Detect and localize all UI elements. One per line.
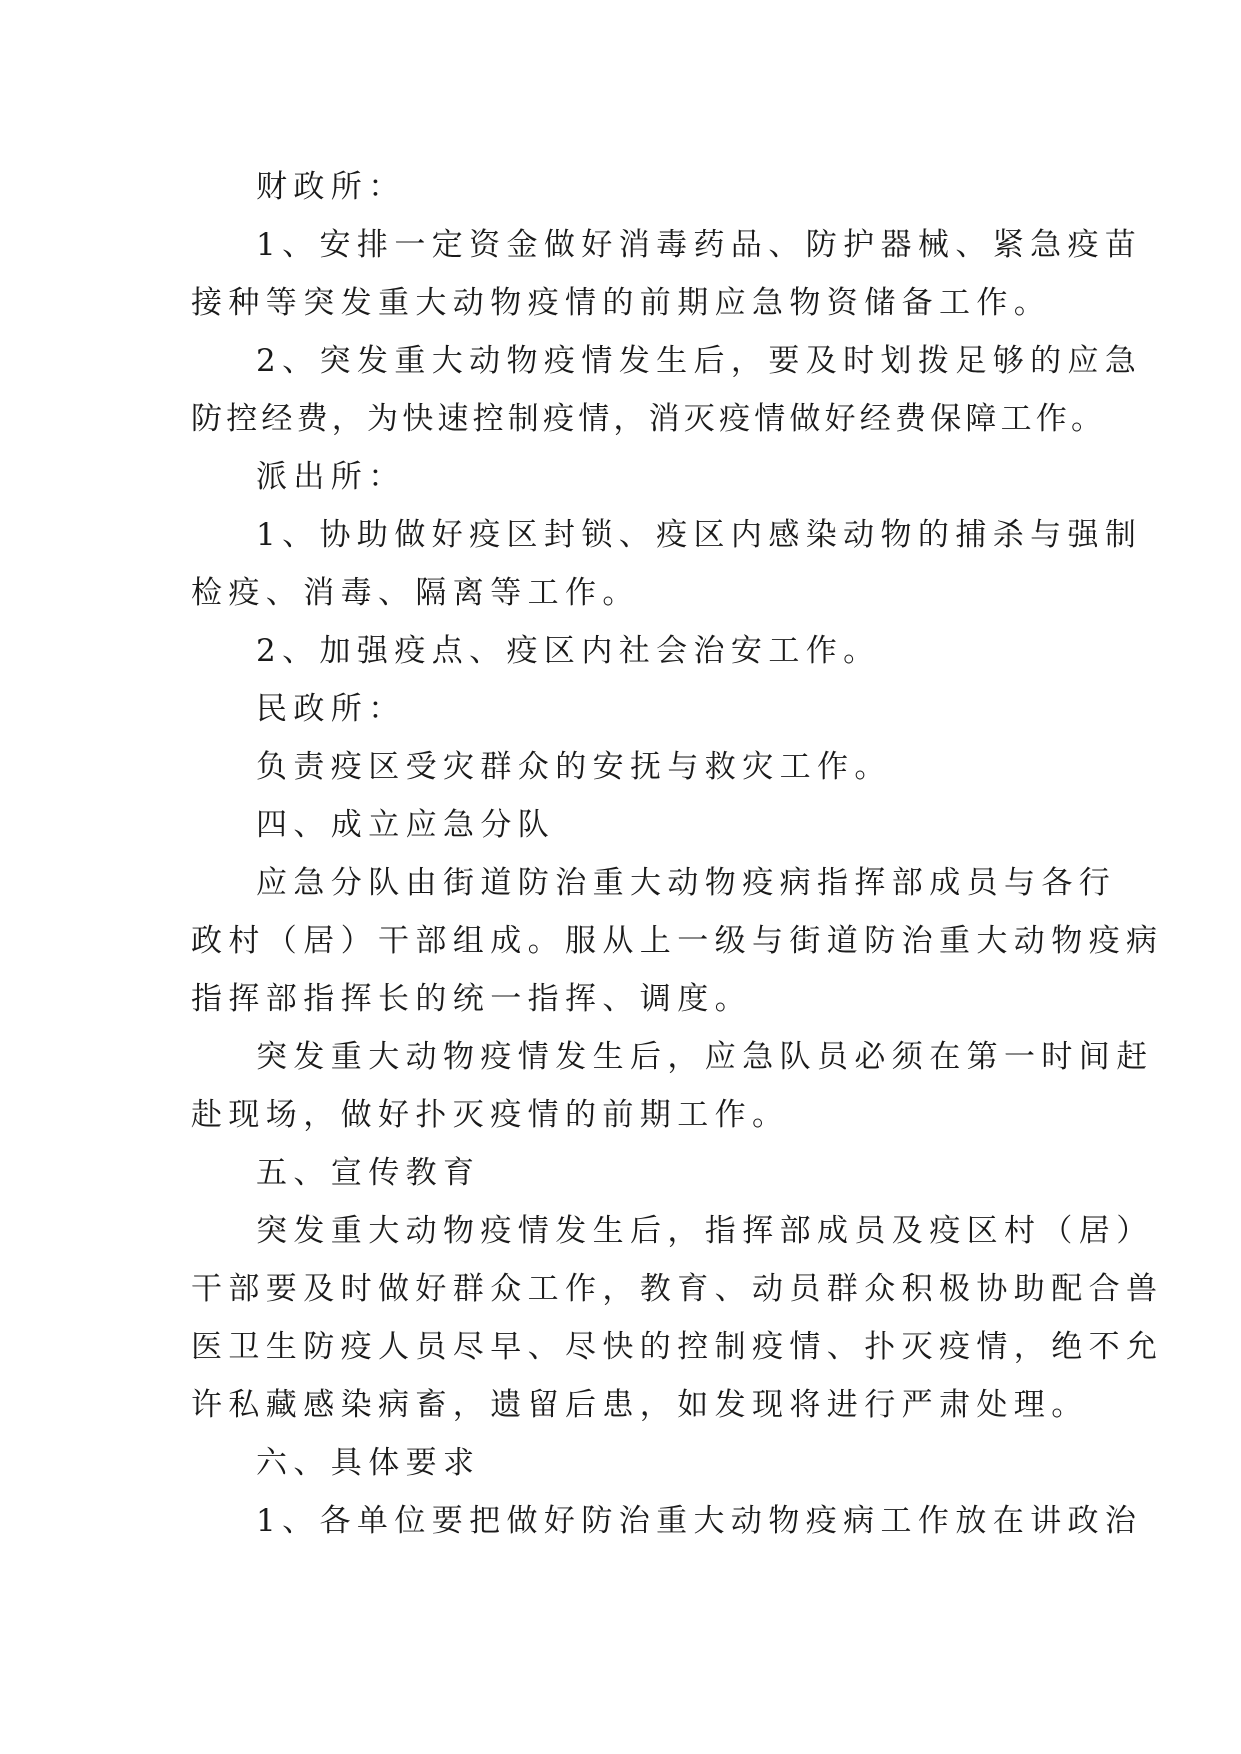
section-heading-6: 六、具体要求 <box>256 1445 481 1481</box>
paragraph-line: 指挥部指挥长的统一指挥、调度。 <box>191 981 752 1017</box>
paragraph-line: 突发重大动物疫情发生后，应急队员必须在第一时间赶 <box>256 1039 1154 1075</box>
heading-police-station: 派出所： <box>256 459 406 495</box>
paragraph-line: 1、安排一定资金做好消毒药品、防护器械、紧急疫苗 <box>256 227 1143 263</box>
paragraph-line: 接种等突发重大动物疫情的前期应急物资储备工作。 <box>191 285 1052 321</box>
paragraph-line: 突发重大动物疫情发生后，指挥部成员及疫区村（居） <box>256 1213 1154 1249</box>
paragraph-line: 干部要及时做好群众工作，教育、动员群众积极协助配合兽 <box>191 1271 1164 1307</box>
paragraph-line: 负责疫区受灾群众的安抚与救灾工作。 <box>256 749 892 785</box>
heading-finance-office: 财政所： <box>256 169 406 205</box>
paragraph-line: 应急分队由街道防治重大动物疫病指挥部成员与各行 <box>256 865 1117 901</box>
paragraph-line: 检疫、消毒、隔离等工作。 <box>191 575 640 611</box>
paragraph-line: 医卫生防疫人员尽早、尽快的控制疫情、扑灭疫情，绝不允 <box>191 1329 1164 1365</box>
paragraph-line: 2、突发重大动物疫情发生后，要及时划拨足够的应急 <box>256 343 1143 379</box>
section-heading-5: 五、宣传教育 <box>256 1155 481 1191</box>
section-heading-4: 四、成立应急分队 <box>256 807 556 843</box>
paragraph-line: 1、各单位要把做好防治重大动物疫病工作放在讲政治 <box>256 1503 1143 1539</box>
paragraph-line: 赴现场，做好扑灭疫情的前期工作。 <box>191 1097 790 1133</box>
paragraph-line: 许私藏感染病畜，遗留后患，如发现将进行严肃处理。 <box>191 1387 1089 1423</box>
paragraph-line: 1、协助做好疫区封锁、疫区内感染动物的捕杀与强制 <box>256 517 1143 553</box>
heading-civil-affairs-office: 民政所： <box>256 691 406 727</box>
paragraph-line: 2、加强疫点、疫区内社会治安工作。 <box>256 633 881 669</box>
paragraph-line: 政村（居）干部组成。服从上一级与街道防治重大动物疫病 <box>191 923 1164 959</box>
paragraph-line: 防控经费，为快速控制疫情，消灭疫情做好经费保障工作。 <box>191 401 1107 437</box>
